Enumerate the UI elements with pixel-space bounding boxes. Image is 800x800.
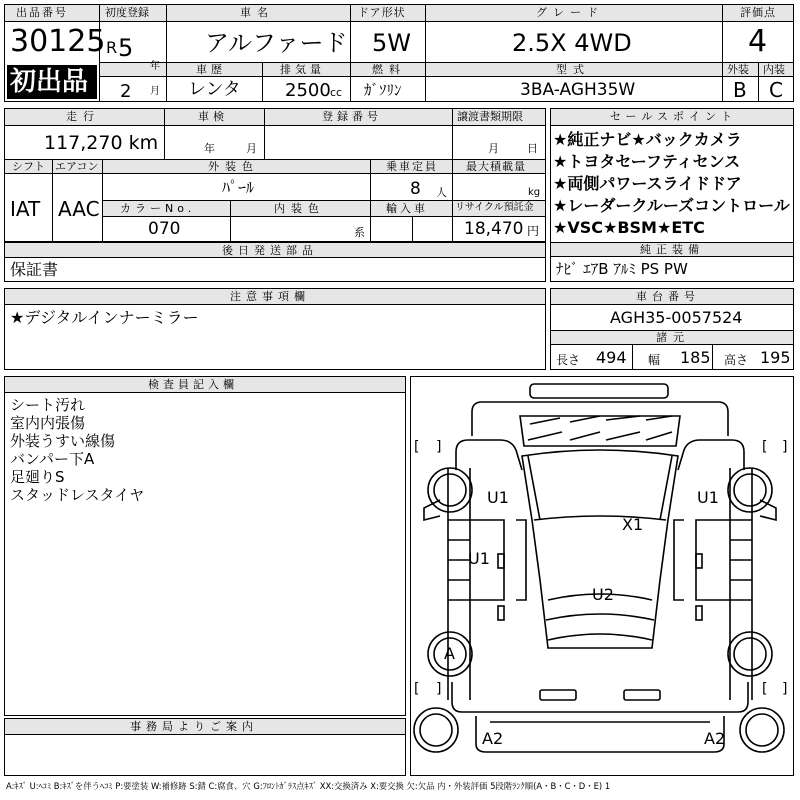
insp-month-unit: 月 bbox=[246, 142, 257, 155]
capacity: 8 bbox=[410, 179, 421, 199]
later-parts-label: 後日発送部品 bbox=[222, 244, 318, 257]
legend: A:ｷｽﾞ U:ﾍｺﾐ B:ｷｽﾞを伴うﾍｺﾐ P:要塗装 W:補修跡 S:錆 C:腐食、穴 G:ﾌﾛﾝﾄｶﾞﾗｽ点ｷｽﾞ XX:交換済み X:要交換 欠:欠品 内・外装評価 5段階ﾗﾝｸ順(A・B・C・D・E) 1 bbox=[6, 781, 611, 791]
notes-value: ★デジタルインナーミラー bbox=[10, 308, 199, 327]
interior-grade: C bbox=[769, 78, 783, 102]
damage-mark: U1 bbox=[468, 549, 490, 568]
bracket-mark: [ bbox=[414, 439, 420, 455]
bracket-mark: [ bbox=[414, 681, 420, 697]
history-label: 車歴 bbox=[196, 63, 226, 76]
first-listing-label: 初出品 bbox=[10, 67, 89, 97]
displacement-label: 排気量 bbox=[280, 63, 325, 76]
era-year: 5 bbox=[118, 34, 134, 62]
inspector-label: 検査員記入欄 bbox=[148, 378, 238, 391]
damage-mark: X1 bbox=[622, 515, 644, 534]
score: 4 bbox=[748, 24, 768, 59]
first-reg-label: 初度登録 bbox=[105, 6, 149, 19]
insp-year-unit: 年 bbox=[204, 142, 215, 155]
equipment-label: 純正装備 bbox=[640, 243, 704, 256]
lot-no-label: 出品番号 bbox=[16, 6, 68, 19]
car-name-label: 車名 bbox=[240, 6, 274, 19]
door: 5W bbox=[372, 29, 411, 57]
recycle-label: リサイクル預託金 bbox=[455, 202, 534, 213]
sales-points-label: セールスポイント bbox=[610, 110, 738, 123]
sales-point: ★純正ナビ★バックカメラ bbox=[553, 130, 742, 149]
sales-point: ★トヨタセーフティセンス bbox=[553, 152, 741, 171]
model: 3BA-AGH35W bbox=[520, 80, 636, 100]
bracket-mark: [ bbox=[762, 681, 768, 697]
transfer-day-unit: 日 bbox=[527, 142, 538, 155]
length-label: 長さ bbox=[556, 353, 581, 367]
chassis-value: AGH35-0057524 bbox=[610, 308, 743, 327]
transfer-month-unit: 月 bbox=[488, 142, 499, 155]
damage-mark: U1 bbox=[487, 488, 509, 507]
inspector-line: シート汚れ bbox=[10, 396, 86, 414]
ext-color-label: 外装色 bbox=[208, 160, 259, 173]
sales-point: ★レーダークルーズコントロール bbox=[553, 196, 790, 215]
score-label: 評価点 bbox=[740, 6, 776, 19]
color-no: 070 bbox=[148, 219, 181, 239]
era: R bbox=[106, 38, 118, 57]
shift: IAT bbox=[10, 197, 41, 221]
shift-label: シフト bbox=[12, 160, 45, 173]
chassis-label: 車台番号 bbox=[636, 290, 700, 303]
grade: 2.5X 4WD bbox=[512, 29, 632, 57]
equipment-value: ﾅﾋﾞ ｴｱB ｱﾙﾐ PS PW bbox=[556, 260, 688, 278]
capacity-label: 乗車定員 bbox=[386, 160, 438, 173]
door-label: ドア形状 bbox=[358, 6, 406, 19]
transfer-label: 譲渡書類期限 bbox=[457, 110, 523, 123]
displacement: 2500 bbox=[285, 80, 331, 101]
ac-label: エアコン bbox=[55, 160, 99, 173]
length: 494 bbox=[596, 348, 627, 367]
damage-mark: A bbox=[444, 644, 455, 663]
bracket-mark: ] bbox=[782, 681, 788, 697]
dims-label: 諸元 bbox=[656, 331, 690, 344]
later-parts-value: 保証書 bbox=[10, 260, 59, 279]
damage-diagram bbox=[410, 376, 794, 776]
mileage-label: 走行 bbox=[66, 110, 100, 123]
mileage: 117,270 km bbox=[44, 132, 159, 154]
height-label: 高さ bbox=[724, 353, 749, 367]
grade-label: グレード bbox=[536, 6, 604, 19]
recycle-unit: 円 bbox=[527, 224, 540, 238]
import-label: 輸入車 bbox=[386, 202, 428, 215]
car-name: アルファード bbox=[205, 29, 348, 57]
inspector-line: 外装うすい線傷 bbox=[10, 432, 116, 450]
inspection-label: 車検 bbox=[198, 110, 228, 123]
ac: AAC bbox=[58, 197, 100, 221]
ext-color: ﾊﾟｰﾙ bbox=[222, 178, 255, 197]
model-label: 型式 bbox=[556, 63, 590, 76]
inspector-line: 室内内張傷 bbox=[10, 414, 86, 432]
int-color-unit: 系 bbox=[354, 226, 365, 239]
sales-point: ★両側パワースライドドア bbox=[553, 174, 742, 193]
damage-mark: U1 bbox=[697, 488, 719, 507]
office-label: 事務局よりご案内 bbox=[130, 720, 258, 733]
max-load-unit: kg bbox=[528, 187, 541, 198]
damage-mark: A2 bbox=[704, 729, 726, 748]
year-unit: 年 bbox=[150, 61, 160, 72]
color-no-label: カラーNo. bbox=[120, 202, 196, 215]
recycle: 18,470 bbox=[464, 219, 524, 239]
int-color-label: 内装色 bbox=[274, 202, 325, 215]
bracket-mark: ] bbox=[436, 681, 442, 697]
exterior-label: 外装 bbox=[727, 63, 749, 76]
exterior-grade: B bbox=[733, 78, 747, 102]
damage-mark: U2 bbox=[592, 585, 614, 604]
inspector-lines bbox=[10, 396, 144, 504]
fuel: ｶﾞｿﾘﾝ bbox=[364, 81, 402, 99]
capacity-unit: 人 bbox=[436, 186, 447, 199]
lot-no: 30125 bbox=[10, 24, 106, 59]
max-load-label: 最大積載量 bbox=[466, 160, 526, 173]
bracket-mark: ] bbox=[436, 439, 442, 455]
sales-point: ★VSC★BSM★ETC bbox=[553, 218, 705, 237]
sales-points-list bbox=[553, 129, 790, 239]
inspector-line: スタッドレスタイヤ bbox=[10, 486, 145, 504]
reg-month: 2 bbox=[120, 81, 132, 102]
history: レンタ bbox=[188, 79, 241, 100]
displacement-unit: cc bbox=[330, 86, 343, 99]
height: 195 bbox=[760, 348, 791, 367]
inspector-line: バンパー下A bbox=[10, 450, 95, 468]
month-unit: 月 bbox=[150, 86, 160, 97]
damage-mark: A2 bbox=[482, 729, 504, 748]
interior-label: 内装 bbox=[763, 63, 785, 76]
reg-no-label: 登録番号 bbox=[322, 110, 382, 123]
fuel-label: 燃料 bbox=[372, 63, 406, 76]
width: 185 bbox=[680, 348, 711, 367]
bracket-mark: ] bbox=[782, 439, 788, 455]
inspector-line: 足廻りS bbox=[10, 468, 65, 486]
width-label: 幅 bbox=[648, 353, 661, 367]
bracket-mark: [ bbox=[762, 439, 768, 455]
notes-label: 注意事項欄 bbox=[230, 290, 310, 303]
